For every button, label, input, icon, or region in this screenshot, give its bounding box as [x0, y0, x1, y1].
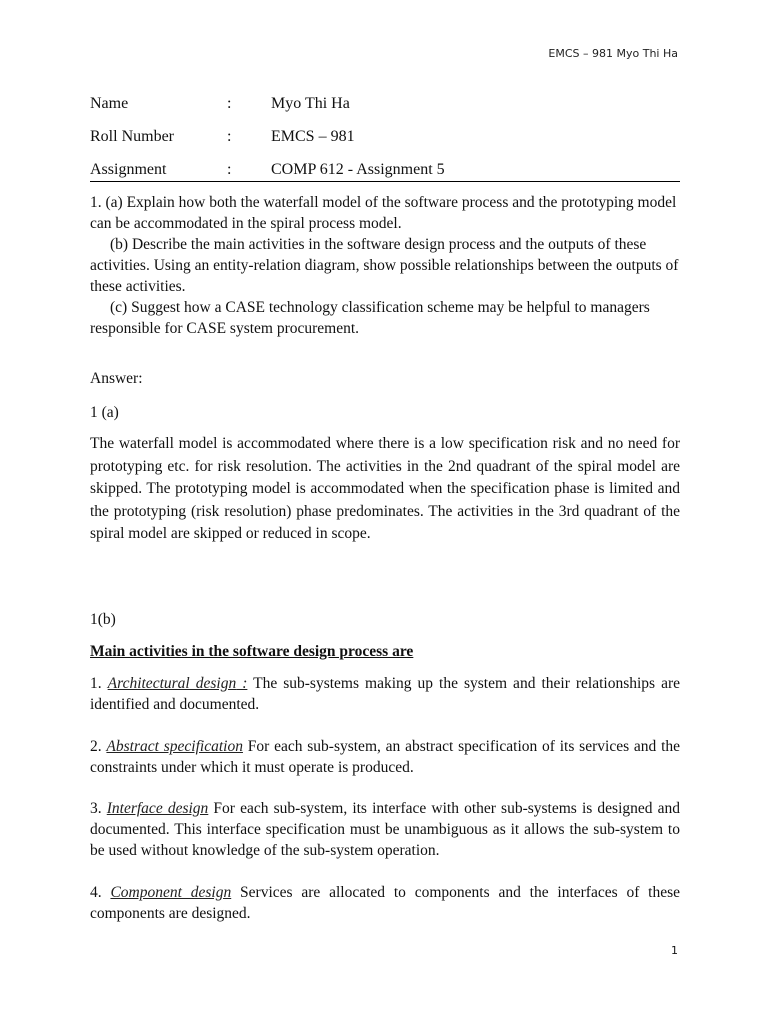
meta-key: Name [90, 95, 129, 112]
activity-term: Abstract specification [106, 738, 243, 755]
activity-text: The sub-systems making up the system and their relationships are identified and documented. [90, 675, 681, 713]
meta-value: Myo Thi Ha [271, 95, 350, 112]
question-block [90, 192, 680, 339]
part-1b-label: 1(b) [90, 611, 116, 628]
meta-value: EMCS – 981 [271, 128, 355, 145]
part-1a-answer: The waterfall model is accommodated where there is a low specification risk and no need for prototyping etc. for risk resolution. The activities in the 2nd quadrant of the spiral model are skipped. The prototyping model is accommodated when the specification phase is limited and the prototyping (risk resolution) phase predominates. The activities in the 3rd quadrant of the spiral model are skipped or reduced in scope. [90, 435, 680, 542]
meta-key: Assignment [90, 161, 167, 178]
activities-heading: Main activities in the software design process are [90, 643, 414, 660]
activity-number: 3. [90, 800, 102, 817]
answer-label: Answer: [90, 370, 143, 387]
activity-item [90, 882, 680, 924]
activity-term: Architectural design [107, 675, 237, 692]
activity-item [90, 673, 680, 715]
activity-separator: : [236, 675, 248, 692]
meta-value: COMP 612 - Assignment 5 [271, 161, 445, 178]
meta-colon: : [227, 128, 232, 145]
activity-number: 1. [90, 675, 102, 692]
meta-colon: : [227, 161, 232, 178]
activity-item [90, 736, 680, 778]
part-1a-label: 1 (a) [90, 404, 119, 421]
activity-item [90, 798, 680, 861]
page-header: EMCS – 981 Myo Thi Ha [548, 47, 678, 60]
meta-row-roll-number [90, 125, 680, 158]
activity-term: Component design [110, 884, 232, 901]
activity-number: 4. [90, 884, 102, 901]
meta-key: Roll Number [90, 128, 174, 145]
page-number: 1 [671, 944, 678, 957]
header-divider [90, 181, 680, 182]
activity-text: For each sub-system, its interface with other sub-systems is designed and documented. This interface specification must be unambiguous as it allows the sub-system to be used without knowledge of the sub-system operation. [90, 800, 681, 859]
activity-text: For each sub-system, an abstract specification of its services and the constraints under which it must operate is produced. [90, 738, 681, 776]
activity-text: Services are allocated to components and the interfaces of these components are designed. [90, 884, 681, 922]
meta-row-assignment [90, 158, 680, 191]
meta-row-name [90, 92, 680, 125]
activity-term: Interface design [106, 800, 209, 817]
question-b: (b) Describe the main activities in the software design process and the outputs of these activities. Using an entity-relation diagram, show possible relationships between the outputs of these activities. [90, 236, 679, 295]
student-info [90, 92, 680, 191]
activity-number: 2. [90, 738, 102, 755]
question-c: (c) Suggest how a CASE technology classification scheme may be helpful to managers responsible for CASE system procurement. [90, 299, 650, 337]
meta-colon: : [227, 95, 232, 112]
question-a: 1. (a) Explain how both the waterfall model of the software process and the prototyping model can be accommodated in the spiral process model. [90, 194, 677, 232]
